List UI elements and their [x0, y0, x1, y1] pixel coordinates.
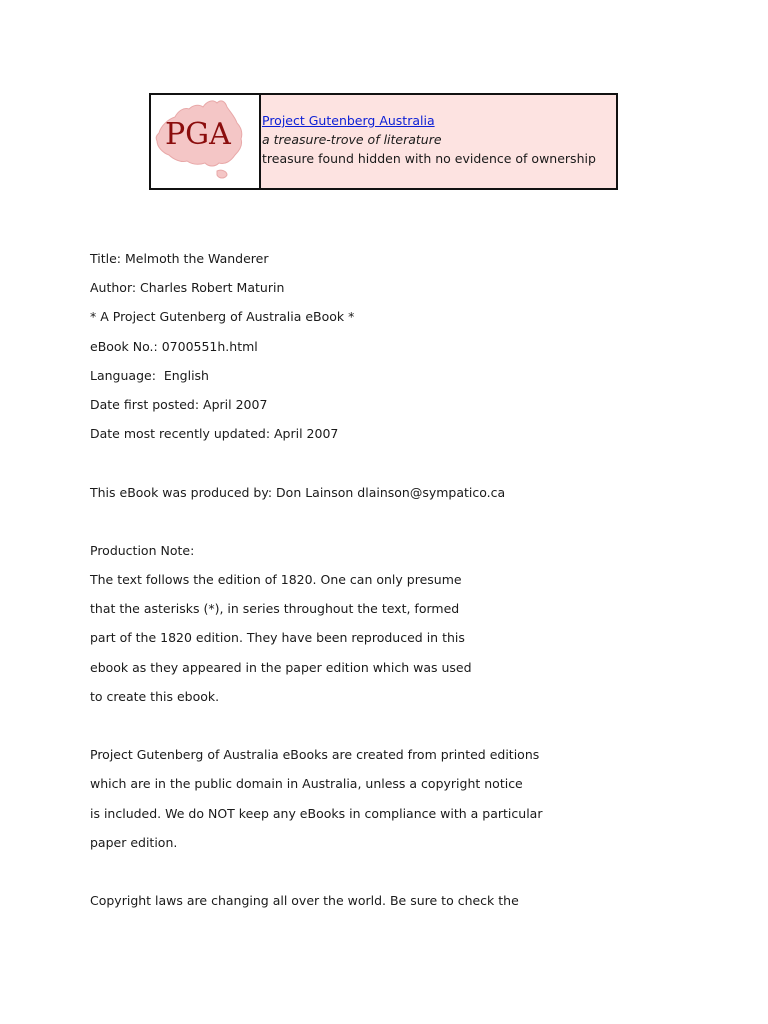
production-note-heading: Production Note:	[90, 542, 195, 558]
subtitle: treasure found hidden with no evidence of ownership	[262, 151, 596, 166]
tagline: a treasure-trove of literature	[262, 132, 442, 147]
pga-logo	[151, 95, 261, 188]
production-note-line: part of the 1820 edition. They have been reproduced in this	[90, 630, 465, 646]
production-note-line: to create this ebook.	[90, 688, 220, 704]
logo-text: PGA	[165, 117, 231, 152]
date-posted-line: Date first posted: April 2007	[90, 396, 268, 412]
blank-line	[90, 717, 690, 746]
ebook-banner-line: * A Project Gutenberg of Australia eBook *	[90, 309, 355, 325]
language-line: Language: English	[90, 367, 209, 383]
pga-notice-line: paper edition.	[90, 834, 178, 850]
blank-line	[90, 863, 690, 892]
date-updated-line: Date most recently updated: April 2007	[90, 426, 339, 442]
production-note-line: that the asterisks (*), in series throughout the text, formed	[90, 601, 460, 617]
production-note-line: ebook as they appeared in the paper edition which was used	[90, 659, 472, 675]
pga-notice-line: Project Gutenberg of Australia eBooks are created from printed editions	[90, 747, 540, 763]
pga-notice-line: is included. We do NOT keep any eBooks in compliance with a particular	[90, 805, 543, 821]
blank-line	[90, 513, 690, 542]
pga-home-link[interactable]: Project Gutenberg Australia	[262, 113, 435, 128]
title-line: Title: Melmoth the Wanderer	[90, 251, 269, 266]
copyright-line: Copyright laws are changing all over the world. Be sure to check the	[90, 893, 519, 909]
document-body	[90, 250, 690, 921]
production-note-line: The text follows the edition of 1820. One can only presume	[90, 572, 462, 588]
header-banner	[149, 93, 618, 190]
pga-notice-line: which are in the public domain in Australia, unless a copyright notice	[90, 776, 523, 792]
producer-line: This eBook was produced by: Don Lainson dlainson@sympatico.ca	[90, 484, 506, 500]
author-line: Author: Charles Robert Maturin	[90, 280, 285, 296]
blank-line	[90, 454, 690, 483]
header-text	[261, 95, 596, 188]
ebook-number-line: eBook No.: 0700551h.html	[90, 338, 258, 354]
